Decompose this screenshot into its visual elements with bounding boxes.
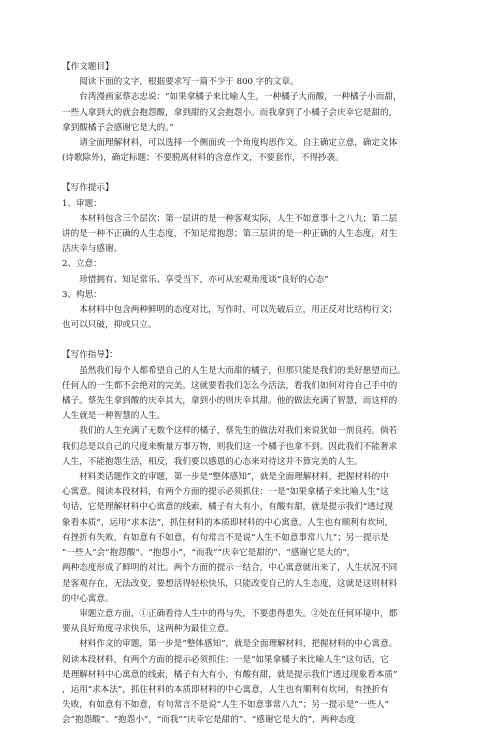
section-writing-tips [62, 181, 456, 333]
tip-body: 本材料中包含两种鲜明的态度对比，写作时，可以先破后立，用正反对比结构行文； 也可以只破，抑或只立。 [62, 305, 398, 331]
prompt-intro: 阅读下面的文字，根据要求写一篇不少于 800 字的文章。 [79, 77, 299, 88]
tip-title: 2、立意： [62, 259, 102, 270]
tip-title: 3、构思： [62, 289, 102, 300]
guidance-paragraph: 我们的人生充满了无数个这样的橘子，蔡先生的做法对我们来说犹如一剂良药。倘若 我们总是以自己的尺度来衡量万事万物，则我们这一个橘子也拿不到。因此我们不能奢求 人生，不能抱怨生活，相反，我们要以感恩的心态来对待这并不算完美的人生。 [62, 426, 398, 467]
guidance-paragraph: 审题立意方面，①正确看待人生中的得与失，不要患得患失。②处在任何环境中，都 要从良好角度寻求快乐，这两种为最佳立意。 [62, 608, 398, 635]
section-heading-essay-topic: 【作文题目】 [62, 62, 114, 72]
prompt-requirement: 请全面理解材料，可以选择一个侧面或一个角度构思作文。自主确定立意，确定文体 (诗歌除外)，确定标题；不要脱离材料的含意作文，不要套作，不得抄袭。 [62, 138, 398, 164]
guidance-paragraph: 虽然我们每个人都希望自己的人生是大而甜的橘子，但那只能是我们的美好愿望而已。 任何人的一生都不会绝对的完美。这就要看我们怎么今活法，看我们如何对待自己手中的 橘子。蔡先生拿到酸的庆幸其大，拿到小的则庆幸其甜。他的做法充满了智慧，而这样的 人生就是一种智慧的人生。 [62, 365, 406, 422]
guidance-paragraph: 材料类话题作文的审题，第一步是“整体感知”，就是全面理解材料，把握材料的中 心寓意。阅读本段材料，有两个方面的提示必须抓住：一是“如果拿橘子来比喻人生”这 句话，它是理解材料中心寓意的线索，橘子有大有小，有酸有甜，就是提示我们“透过现 象看本质”，运用“求本法”，抓住材料的本质即材料的中心寓意，人生也有顺利有坎坷， 有挫折有失败，有如意有不如意，有句常言不是说“人生不如意事常八九”；另一提示是 “一些人”会“抱怨酸”、“抱怨小”，“而我”“庆幸它是甜的”、“感谢它是大的”， 两种态度形成了鲜明的对比。两个方面的提示一结合，中心寓意就出来了，人生状况不同 是客观存在，无法改变，要想活得轻松快乐，只能改变自己的人生态度，这就是这则材料 的中心寓意。 [62, 472, 398, 604]
tip-body: 珍惜拥有、知足常乐、享受当下，亦可从宏观角度谈“良好的心态” [79, 274, 329, 285]
section-writing-guidance [62, 348, 456, 728]
guidance-paragraph: 材料作文的审题，第一步是“整体感知”，就是全面理解材料，把握材料的中心寓意。 阅读本段材料，有两个方面的提示必须抓住：一是“如果拿橘子来比喻人生”这句话，它 是理解材料中心寓意的线索，橘子有大有小，有酸有甜，就是提示我们“透过现象看本质” ，运用“求本法”，抓住材料的本质即材料的中心寓意，人生也有顺利有坎坷，有挫折有 失败，有如意有不如意，有句常言不是说“人生不如意事常八九”；另一提示是“一些人” 会“抱怨酸”、“抱怨小”，“而我”“庆幸它是甜的”、“感谢它是大的”，两种态度 [62, 639, 398, 726]
tip-title: 1、审题： [62, 198, 102, 209]
section-heading-writing-guidance: 【写作指导】： [62, 350, 118, 361]
section-essay-prompt [62, 60, 456, 166]
prompt-quote: 台湾漫画家蔡志忠说：“如果拿橘子来比喻人生，一种橘子大而酸，一种橘子小而甜， 一些人拿到大的就会抱怨酸，拿到甜的又会抱怨小。而我拿到了小橘子会庆幸它是甜的， 拿到酸橘子会感谢它是大的。” [62, 92, 402, 133]
section-heading-writing-tips: 【写作提示】 [62, 183, 114, 194]
tip-body: 本材料包含三个层次：第一层讲的是一种客观实际，人生不如意事十之八九；第二层 讲的是一种不正确的人生态度，不知足常抱怨；第三层讲的是一种正确的人生态度，对生 活庆幸与感谢。 [62, 213, 398, 255]
